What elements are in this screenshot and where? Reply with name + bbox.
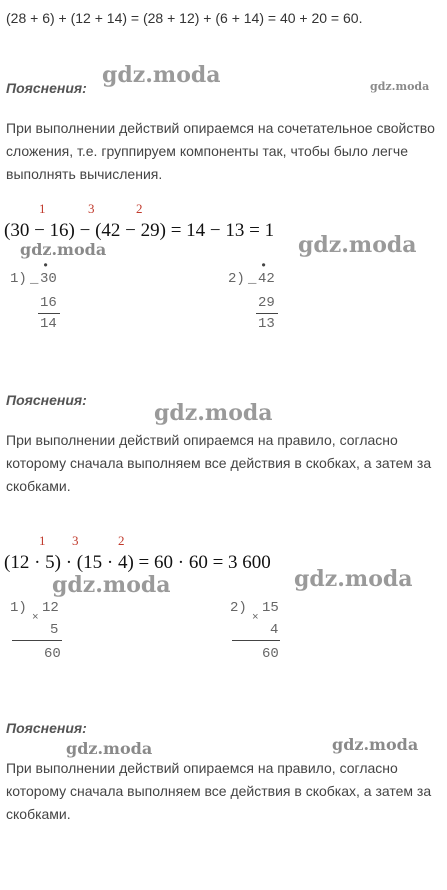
section-heading: Пояснения: — [6, 80, 87, 96]
result-line — [12, 640, 62, 641]
minuend: 42 — [258, 271, 275, 287]
section-heading: Пояснения: — [6, 392, 87, 408]
watermark-logo: gdz.moda — [294, 566, 413, 592]
watermark-logo-small: gdz.moda — [332, 735, 419, 754]
multiplicand: 15 — [262, 600, 279, 616]
watermark-logo-small: gdz.moda — [370, 80, 430, 93]
multiplicand: 12 — [42, 600, 59, 616]
explanation-text: При выполнении действий опираемся на правило, согласно которому сначала выполняем все действия в скобках, а затем за скобками. — [6, 432, 432, 494]
minus-sign: _ — [30, 271, 39, 287]
borrow-dot: • — [260, 259, 268, 273]
calc-label: 2) — [230, 600, 247, 616]
math-expression: (30 − 16) − (42 − 29) = 14 − 13 = 1 — [4, 220, 275, 241]
minus-sign: _ — [248, 271, 257, 287]
subtrahend: 29 — [258, 295, 275, 311]
difference: 14 — [40, 316, 57, 332]
order-number: 2 — [118, 533, 125, 548]
order-number: 3 — [72, 533, 79, 548]
order-number: 1 — [39, 533, 46, 548]
order-number: 3 — [88, 201, 95, 216]
calc-label: 1) — [10, 600, 27, 616]
watermark-logo: gdz.moda — [154, 400, 273, 426]
watermark-logo: gdz.moda — [298, 232, 417, 258]
order-number: 2 — [136, 201, 143, 216]
result-line — [256, 313, 278, 314]
multiplier: 4 — [270, 622, 279, 638]
watermark-logo: gdz.moda — [102, 62, 221, 88]
subtrahend: 16 — [40, 295, 57, 311]
equation-line: (28 + 6) + (12 + 14) = (28 + 12) + (6 + 14) = 40 + 20 = 60. — [6, 10, 363, 26]
multiply-sign: × — [32, 612, 39, 624]
calc-label: 1) — [10, 271, 27, 287]
watermark-logo: gdz.moda — [52, 572, 171, 598]
product: 60 — [44, 646, 61, 662]
watermark-logo-small: gdz.moda — [20, 240, 107, 259]
result-line — [38, 313, 60, 314]
explanation-text: При выполнении действий опираемся на правило, согласно которому сначала выполняем все действия в скобках, а затем за скобками. — [6, 760, 432, 822]
watermark-logo-small: gdz.moda — [66, 739, 153, 758]
explanation-text: При выполнении действий опираемся на сочетательное свойство сложения, т.е. группируем компоненты так, чтобы было легче выполнять вычисления. — [6, 120, 435, 182]
multiply-sign: × — [252, 612, 259, 624]
difference: 13 — [258, 316, 275, 332]
minuend: 30 — [40, 271, 57, 287]
order-number: 1 — [39, 201, 46, 216]
borrow-dot: • — [42, 259, 50, 273]
math-expression: (12 · 5) · (15 · 4) = 60 · 60 = 3 600 — [4, 552, 271, 573]
calc-label: 2) — [228, 271, 245, 287]
product: 60 — [262, 646, 279, 662]
multiplier: 5 — [50, 622, 59, 638]
section-heading: Пояснения: — [6, 720, 87, 736]
result-line — [232, 640, 280, 641]
